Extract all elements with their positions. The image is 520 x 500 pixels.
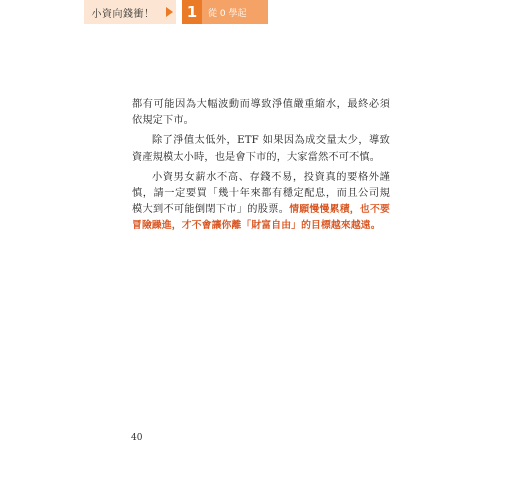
paragraph-2: 除了淨值太低外，ETF 如果因為成交量太少，導致資產規模太小時，也是會下市的，大家當然不可不慎。 — [132, 135, 390, 163]
paragraph-3-text: 小資男女薪水不高、存錢不易，投資真的要格外謹慎，請一定要買「幾十年來都有穩定配息，而且公司規模大到不可能倒閉下市」的股票。 — [132, 171, 390, 216]
series-title: 小資向錢衝！ — [84, 0, 162, 24]
page-number: 40 — [131, 433, 143, 443]
body-text — [132, 97, 390, 239]
paragraph-3 — [132, 170, 390, 235]
running-header — [84, 0, 268, 24]
chapter-number: 1 — [182, 0, 202, 24]
play-arrow-icon — [166, 7, 173, 17]
chapter-title: 從 0 學起 — [202, 0, 268, 24]
highlighted-advice: 情願慢慢累積，也不要冒險躁進，才不會讓你離「財富自由」的目標越來越遠。 — [132, 204, 391, 232]
paragraph-1: 都有可能因為大幅波動而導致淨值嚴重縮水，最終必須依規定下市。 — [132, 99, 390, 127]
arrow-zone — [162, 0, 176, 24]
